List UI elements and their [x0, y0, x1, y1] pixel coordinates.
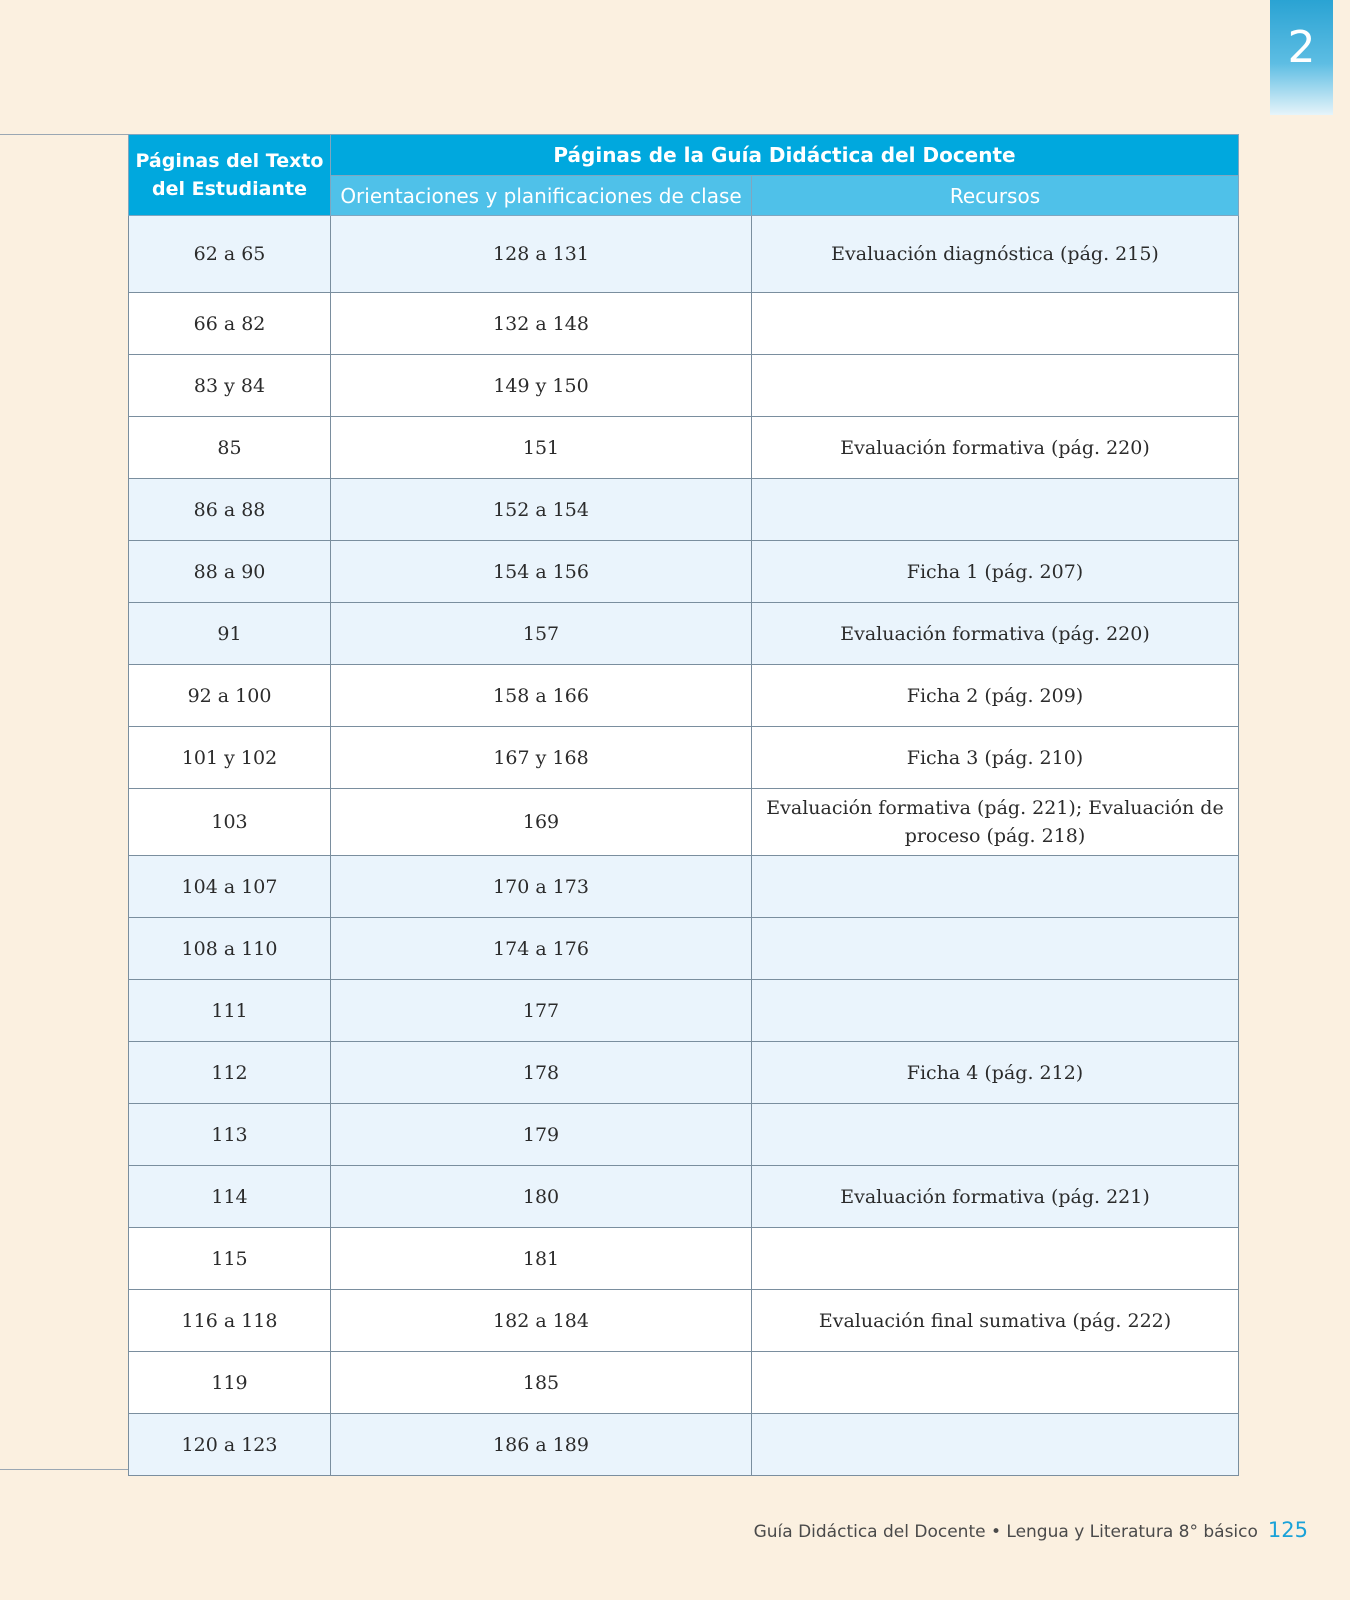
guide-pages-cell: 181	[331, 1228, 752, 1290]
guide-pages-cell: 132 a 148	[331, 293, 752, 355]
resource-cell	[752, 918, 1239, 980]
guide-pages-cell: 179	[331, 1104, 752, 1166]
guide-pages-cell: 178	[331, 1042, 752, 1104]
page-correspondence-table	[128, 134, 1239, 1476]
table-row	[129, 355, 1239, 417]
resource-cell: Evaluación diagnóstica (pág. 215)	[752, 216, 1239, 293]
chapter-number-tab: 2	[1270, 0, 1333, 115]
table-row	[129, 1414, 1239, 1476]
table-row	[129, 665, 1239, 727]
student-pages-cell: 91	[129, 603, 331, 665]
table-row	[129, 1166, 1239, 1228]
student-pages-cell: 112	[129, 1042, 331, 1104]
resource-cell	[752, 1352, 1239, 1414]
table-row	[129, 417, 1239, 479]
student-pages-cell: 108 a 110	[129, 918, 331, 980]
table-row	[129, 293, 1239, 355]
student-pages-cell: 116 a 118	[129, 1290, 331, 1352]
guide-pages-cell: 180	[331, 1166, 752, 1228]
student-pages-cell: 88 a 90	[129, 541, 331, 603]
resource-cell	[752, 1414, 1239, 1476]
table-row	[129, 789, 1239, 856]
resource-cell	[752, 856, 1239, 918]
table-row	[129, 216, 1239, 293]
resource-cell: Ficha 2 (pág. 209)	[752, 665, 1239, 727]
table-row	[129, 1228, 1239, 1290]
guide-pages-cell: 169	[331, 789, 752, 856]
guide-pages-cell: 149 y 150	[331, 355, 752, 417]
resource-cell	[752, 479, 1239, 541]
student-pages-cell: 115	[129, 1228, 331, 1290]
guide-pages-cell: 128 a 131	[331, 216, 752, 293]
guide-pages-cell: 154 a 156	[331, 541, 752, 603]
student-pages-cell: 85	[129, 417, 331, 479]
resource-cell: Ficha 3 (pág. 210)	[752, 727, 1239, 789]
resource-cell: Evaluación formativa (pág. 221); Evaluación de proceso (pág. 218)	[752, 789, 1239, 856]
left-margin-panel	[0, 134, 128, 1470]
table-row	[129, 541, 1239, 603]
guide-pages-cell: 170 a 173	[331, 856, 752, 918]
table-row	[129, 603, 1239, 665]
resource-cell: Evaluación formativa (pág. 220)	[752, 417, 1239, 479]
page-footer	[754, 1518, 1308, 1542]
student-pages-cell: 86 a 88	[129, 479, 331, 541]
resource-cell: Evaluación formativa (pág. 221)	[752, 1166, 1239, 1228]
student-pages-cell: 92 a 100	[129, 665, 331, 727]
table-row	[129, 727, 1239, 789]
student-pages-cell: 114	[129, 1166, 331, 1228]
guide-pages-cell: 151	[331, 417, 752, 479]
resource-cell: Ficha 1 (pág. 207)	[752, 541, 1239, 603]
student-pages-cell: 104 a 107	[129, 856, 331, 918]
resource-cell	[752, 1104, 1239, 1166]
student-pages-cell: 101 y 102	[129, 727, 331, 789]
header-student-pages: Páginas del Texto del Estudiante	[129, 135, 331, 216]
header-guide-pages: Páginas de la Guía Didáctica del Docente	[331, 135, 1239, 176]
student-pages-cell: 66 a 82	[129, 293, 331, 355]
resource-cell	[752, 355, 1239, 417]
student-pages-cell: 113	[129, 1104, 331, 1166]
resource-cell: Evaluación formativa (pág. 220)	[752, 603, 1239, 665]
resource-cell	[752, 980, 1239, 1042]
student-pages-cell: 103	[129, 789, 331, 856]
table-row	[129, 1104, 1239, 1166]
table-row	[129, 479, 1239, 541]
table-row	[129, 1290, 1239, 1352]
table-row	[129, 1042, 1239, 1104]
student-pages-cell: 83 y 84	[129, 355, 331, 417]
guide-pages-cell: 167 y 168	[331, 727, 752, 789]
resource-cell: Evaluación final sumativa (pág. 222)	[752, 1290, 1239, 1352]
guide-pages-cell: 158 a 166	[331, 665, 752, 727]
page-number: 125	[1267, 1518, 1308, 1542]
student-pages-cell: 120 a 123	[129, 1414, 331, 1476]
guide-pages-cell: 157	[331, 603, 752, 665]
resource-cell	[752, 1228, 1239, 1290]
student-pages-cell: 111	[129, 980, 331, 1042]
resource-cell	[752, 293, 1239, 355]
guide-pages-cell: 185	[331, 1352, 752, 1414]
guide-pages-cell: 174 a 176	[331, 918, 752, 980]
table-row	[129, 918, 1239, 980]
student-pages-cell: 119	[129, 1352, 331, 1414]
guide-pages-cell: 186 a 189	[331, 1414, 752, 1476]
guide-pages-cell: 182 a 184	[331, 1290, 752, 1352]
guide-pages-cell: 177	[331, 980, 752, 1042]
footer-text: Guía Didáctica del Docente • Lengua y Literatura 8° básico	[753, 1522, 1258, 1542]
header-orientations: Orientaciones y planificaciones de clase	[331, 176, 752, 216]
guide-pages-cell: 152 a 154	[331, 479, 752, 541]
resource-cell: Ficha 4 (pág. 212)	[752, 1042, 1239, 1104]
table-row	[129, 980, 1239, 1042]
table-row	[129, 856, 1239, 918]
header-resources: Recursos	[752, 176, 1239, 216]
student-pages-cell: 62 a 65	[129, 216, 331, 293]
table-row	[129, 1352, 1239, 1414]
